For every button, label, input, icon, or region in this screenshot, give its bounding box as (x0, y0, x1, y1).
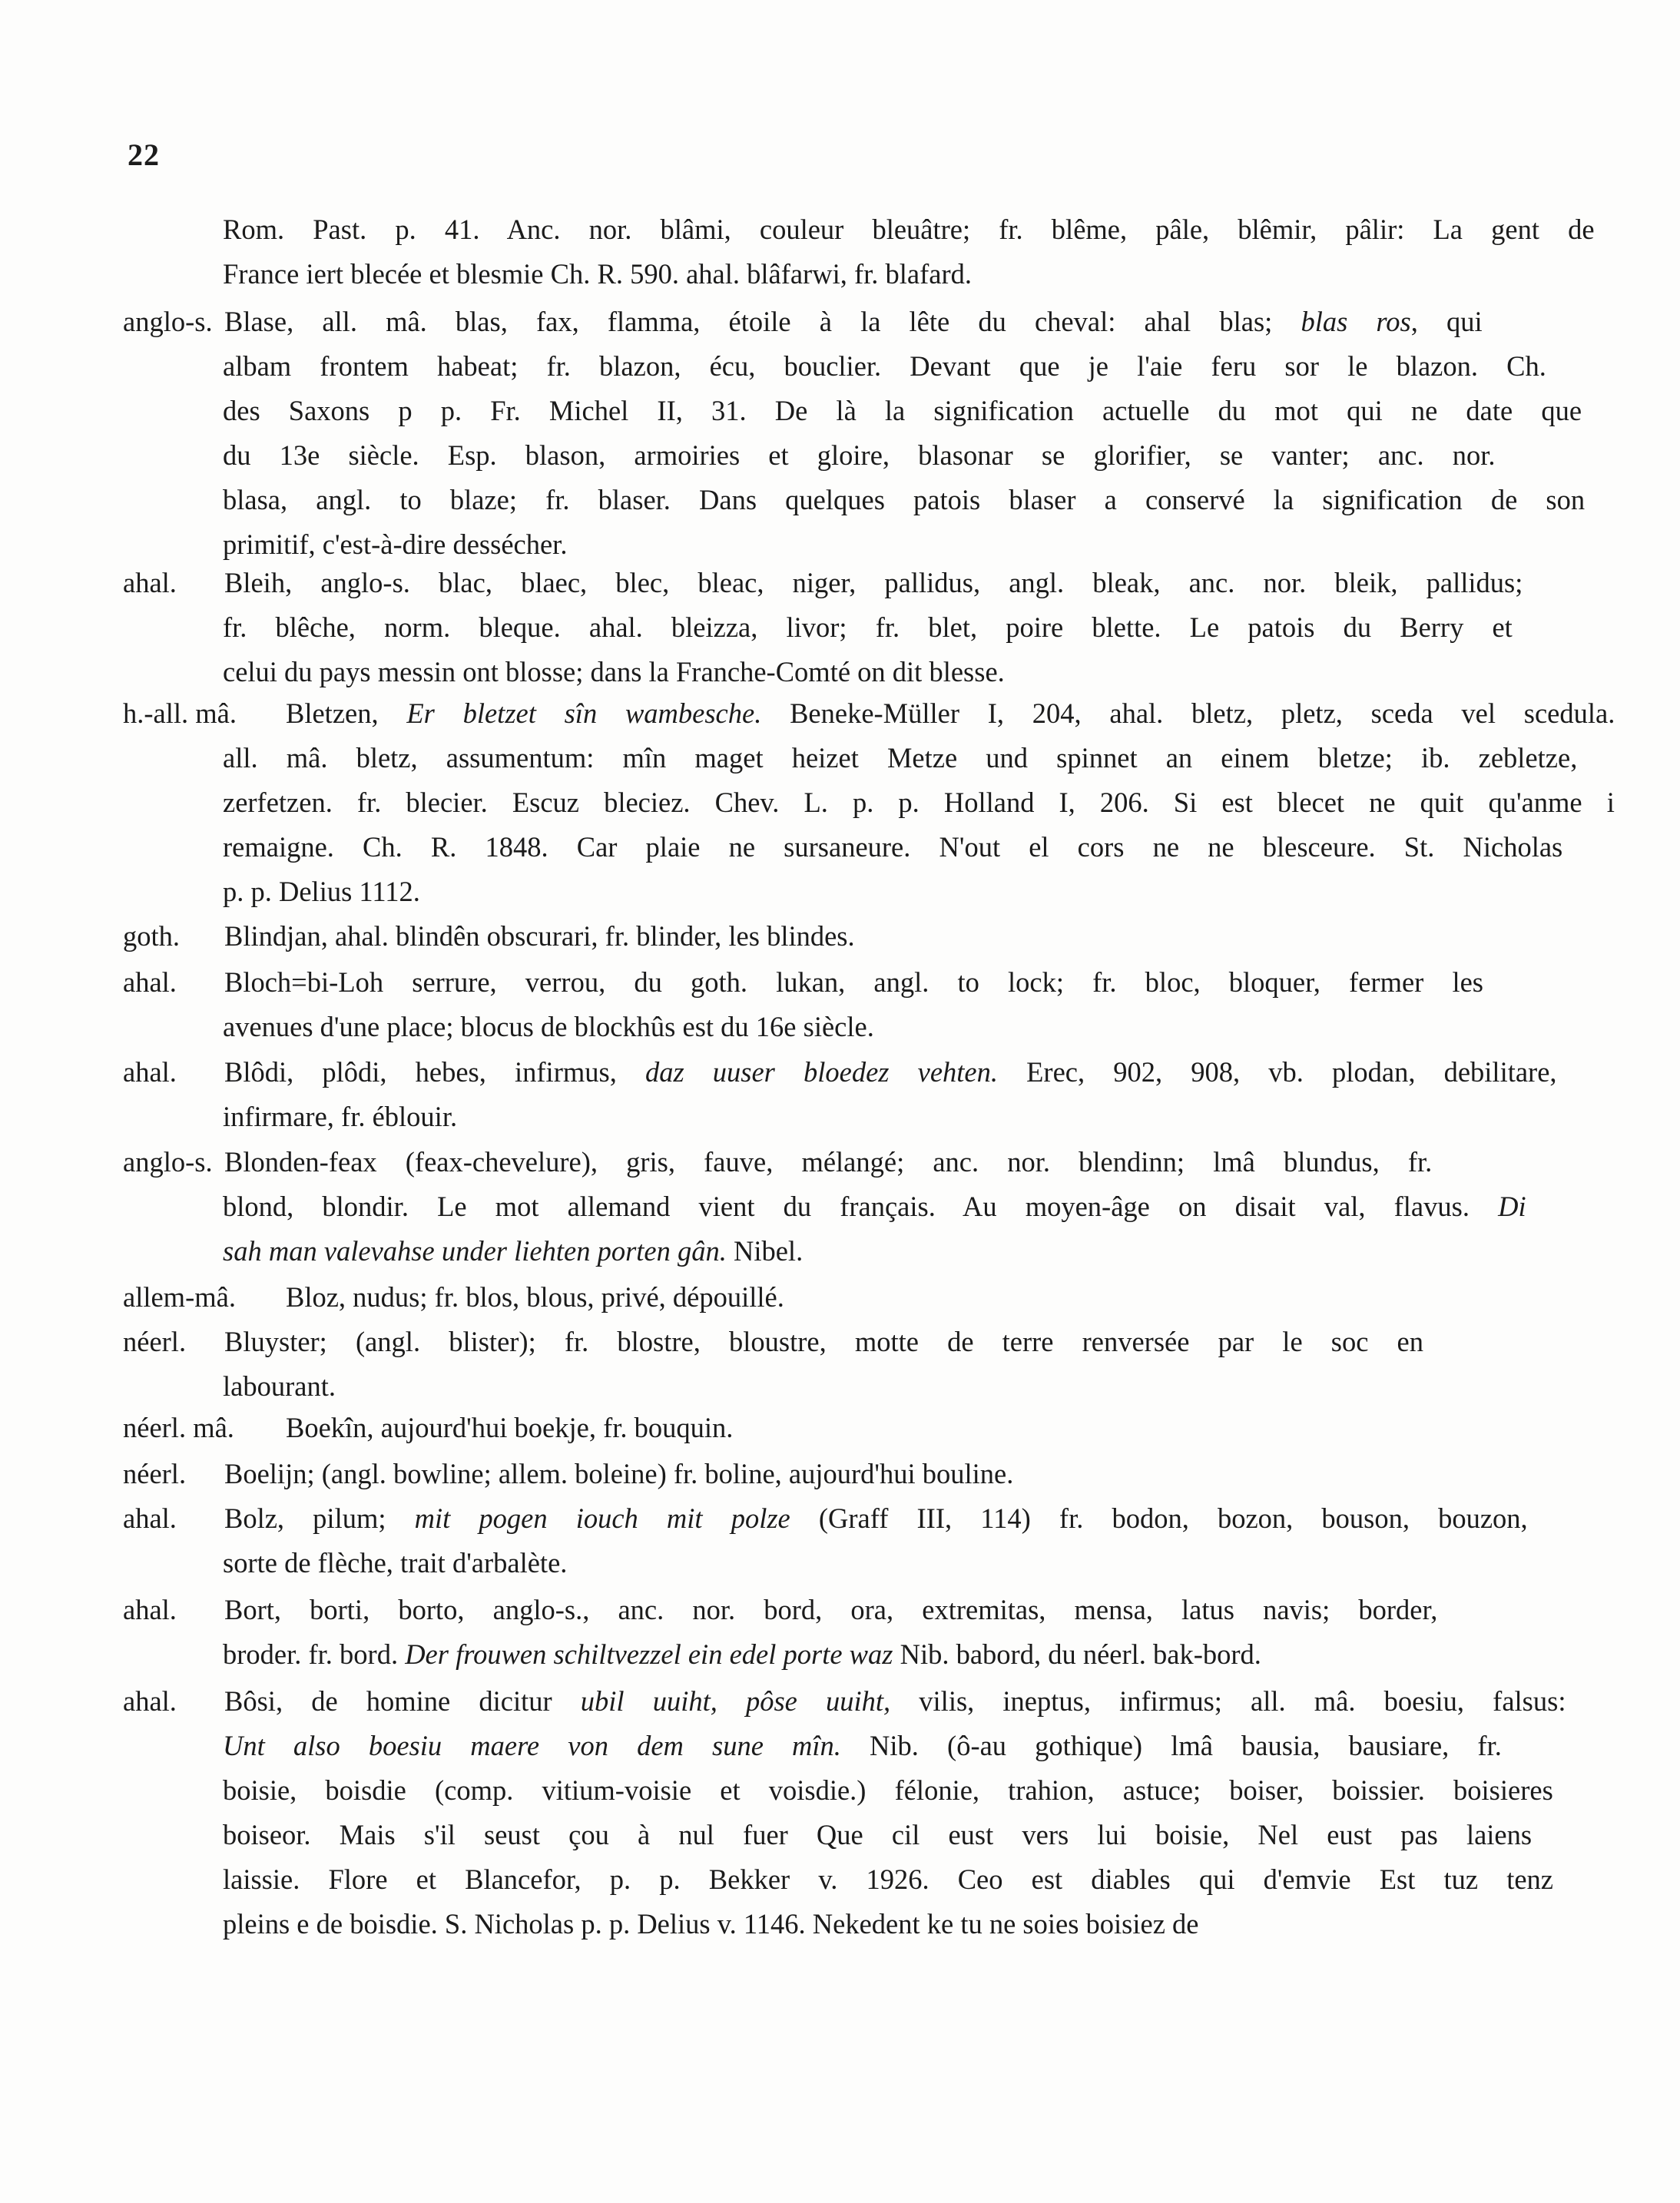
entry-continuation-line: des Saxons p p. Fr. Michel II, 31. De là la signification actuelle du mot qui ne date que (223, 395, 1582, 426)
entry-continuation-line: boisie, boisdie (comp. vitium-voisie et voisdie.) félonie, trahion, astuce; boiser, boissier. boisieres (223, 1774, 1553, 1806)
entry-language-label: ahal. (123, 567, 177, 598)
entry-continuation-line: Unt also boesiu maere von dem sune mîn. Nib. (ô-au gothique) lmâ bausia, bausiare, fr. (223, 1730, 1502, 1761)
entry-language-label: h.-all. mâ. (123, 697, 237, 729)
entry-continuation-line: albam frontem habeat; fr. blazon, écu, bouclier. Devant que je l'aie feru sor le blazon. Ch. (223, 350, 1546, 382)
entry-language-label: ahal. (123, 1502, 177, 1534)
entry-language-label: ahal. (123, 1685, 177, 1717)
entry-continuation-line: zerfetzen. fr. blecier. Escuz bleciez. Chev. L. p. p. Holland I, 206. Si est blecet ne quit qu'anme i (223, 787, 1615, 818)
entry-continuation-line: sah man valevahse under liehten porten gân. Nibel. (223, 1235, 804, 1267)
entry-headword-line: Blôdi, plôdi, hebes, infirmus, daz uuser bloedez vehten. Erec, 902, 908, vb. plodan, debilitare, (224, 1056, 1557, 1088)
entry-headword-line: Bôsi, de homine dicitur ubil uuiht, pôse uuiht, vilis, ineptus, infirmus; all. mâ. boesiu, falsus: (224, 1685, 1566, 1717)
entry-language-label: allem-mâ. (123, 1281, 236, 1313)
entry-continuation-line: fr. blêche, norm. bleque. ahal. bleizza, livor; fr. blet, poire blette. Le patois du Berry et (223, 611, 1513, 643)
entry-language-label: néerl. (123, 1326, 187, 1357)
entry-headword-line: Blonden-feax (feax-chevelure), gris, fauve, mélangé; anc. nor. blendinn; lmâ blundus, fr. (224, 1146, 1433, 1178)
entry-continuation-line: remaigne. Ch. R. 1848. Car plaie ne sursaneure. N'out el cors ne ne blesceure. St. Nicholas (223, 831, 1563, 863)
entry-headword-line: Blindjan, ahal. blindên obscurari, fr. blinder, les blindes. (224, 920, 855, 952)
entry-headword-line: Bort, borti, borto, anglo-s., anc. nor. bord, ora, extremitas, mensa, latus navis; border, (224, 1594, 1438, 1625)
entry-language-label: ahal. (123, 1594, 177, 1625)
entry-headword-line: Boekîn, aujourd'hui boekje, fr. bouquin. (286, 1412, 734, 1443)
entry-headword-line: Bletzen, Er bletzet sîn wambesche. Beneke-Müller I, 204, ahal. bletz, pletz, sceda vel scedula. (286, 697, 1615, 729)
entry-continuation-line: labourant. (223, 1370, 336, 1402)
entry-continuation-line: infirmare, fr. éblouir. (223, 1101, 458, 1132)
entry-language-label: ahal. (123, 1056, 177, 1088)
entry-headword-line: Bloch=bi-Loh serrure, verrou, du goth. lukan, angl. to lock; fr. bloc, bloquer, fermer les (224, 966, 1483, 998)
entry-language-label: anglo-s. (123, 1146, 213, 1178)
entry-continuation-line: France iert blecée et blesmie Ch. R. 590. ahal. blâfarwi, fr. blafard. (223, 258, 972, 290)
entry-headword-line: Blase, all. mâ. blas, fax, flamma, étoile à la lête du cheval: ahal blas; blas ros, qui (224, 306, 1483, 337)
entry-continuation-line: p. p. Delius 1112. (223, 876, 420, 907)
entry-language-label: ahal. (123, 966, 177, 998)
entry-language-label: néerl. mâ. (123, 1412, 234, 1443)
entry-language-label: goth. (123, 920, 181, 952)
entry-headword-line: Bluyster; (angl. blister); fr. blostre, bloustre, motte de terre renversée par le soc en (224, 1326, 1423, 1357)
entry-headword-line: Bolz, pilum; mit pogen iouch mit polze (Graff III, 114) fr. bodon, bozon, bouson, bouzon, (224, 1502, 1528, 1534)
page-number: 22 (128, 137, 160, 172)
entry-continuation-line: broder. fr. bord. Der frouwen schiltvezzel ein edel porte waz Nib. babord, du néerl. bak-bord. (223, 1638, 1261, 1670)
entry-continuation-line: laissie. Flore et Blancefor, p. p. Bekker v. 1926. Ceo est diables qui d'emvie Est tuz tenz (223, 1863, 1553, 1895)
entry-headword-line: Rom. Past. p. 41. Anc. nor. blâmi, couleur bleuâtre; fr. blême, pâle, blêmir, pâlir: La gent de (223, 214, 1595, 245)
entry-headword-line: Bleih, anglo-s. blac, blaec, blec, bleac, niger, pallidus, angl. bleak, anc. nor. bleik, pallidus; (224, 567, 1523, 598)
entry-headword-line: Boelijn; (angl. bowline; allem. boleine) fr. boline, aujourd'hui bouline. (224, 1458, 1014, 1489)
entry-headword-line: Bloz, nudus; fr. blos, blous, privé, dépouillé. (286, 1281, 784, 1313)
entry-continuation-line: all. mâ. bletz, assumentum: mîn maget heizet Metze und spinnet an einem bletze; ib. zebletze, (223, 742, 1578, 774)
entry-continuation-line: avenues d'une place; blocus de blockhûs est du 16e siècle. (223, 1011, 874, 1042)
entry-continuation-line: celui du pays messin ont blosse; dans la Franche-Comté on dit blesse. (223, 656, 1005, 687)
entry-continuation-line: sorte de flèche, trait d'arbalète. (223, 1547, 568, 1579)
entry-language-label: néerl. (123, 1458, 187, 1489)
entry-continuation-line: blasa, angl. to blaze; fr. blaser. Dans quelques patois blaser a conservé la signification de son (223, 484, 1586, 515)
entry-continuation-line: pleins e de boisdie. S. Nicholas p. p. Delius v. 1146. Nekedent ke tu ne soies boisiez de (223, 1908, 1199, 1940)
entry-continuation-line: boiseor. Mais s'il seust çou à nul fuer Que cil eust vers lui boisie, Nel eust pas laiens (223, 1819, 1533, 1850)
entry-continuation-line: primitif, c'est-à-dire dessécher. (223, 528, 568, 560)
entry-continuation-line: blond, blondir. Le mot allemand vient du français. Au moyen-âge on disait val, flavus. Di (223, 1191, 1526, 1222)
entry-language-label: anglo-s. (123, 306, 213, 337)
entry-continuation-line: du 13e siècle. Esp. blason, armoiries et gloire, blasonar se glorifier, se vanter; anc. nor. (223, 439, 1496, 471)
